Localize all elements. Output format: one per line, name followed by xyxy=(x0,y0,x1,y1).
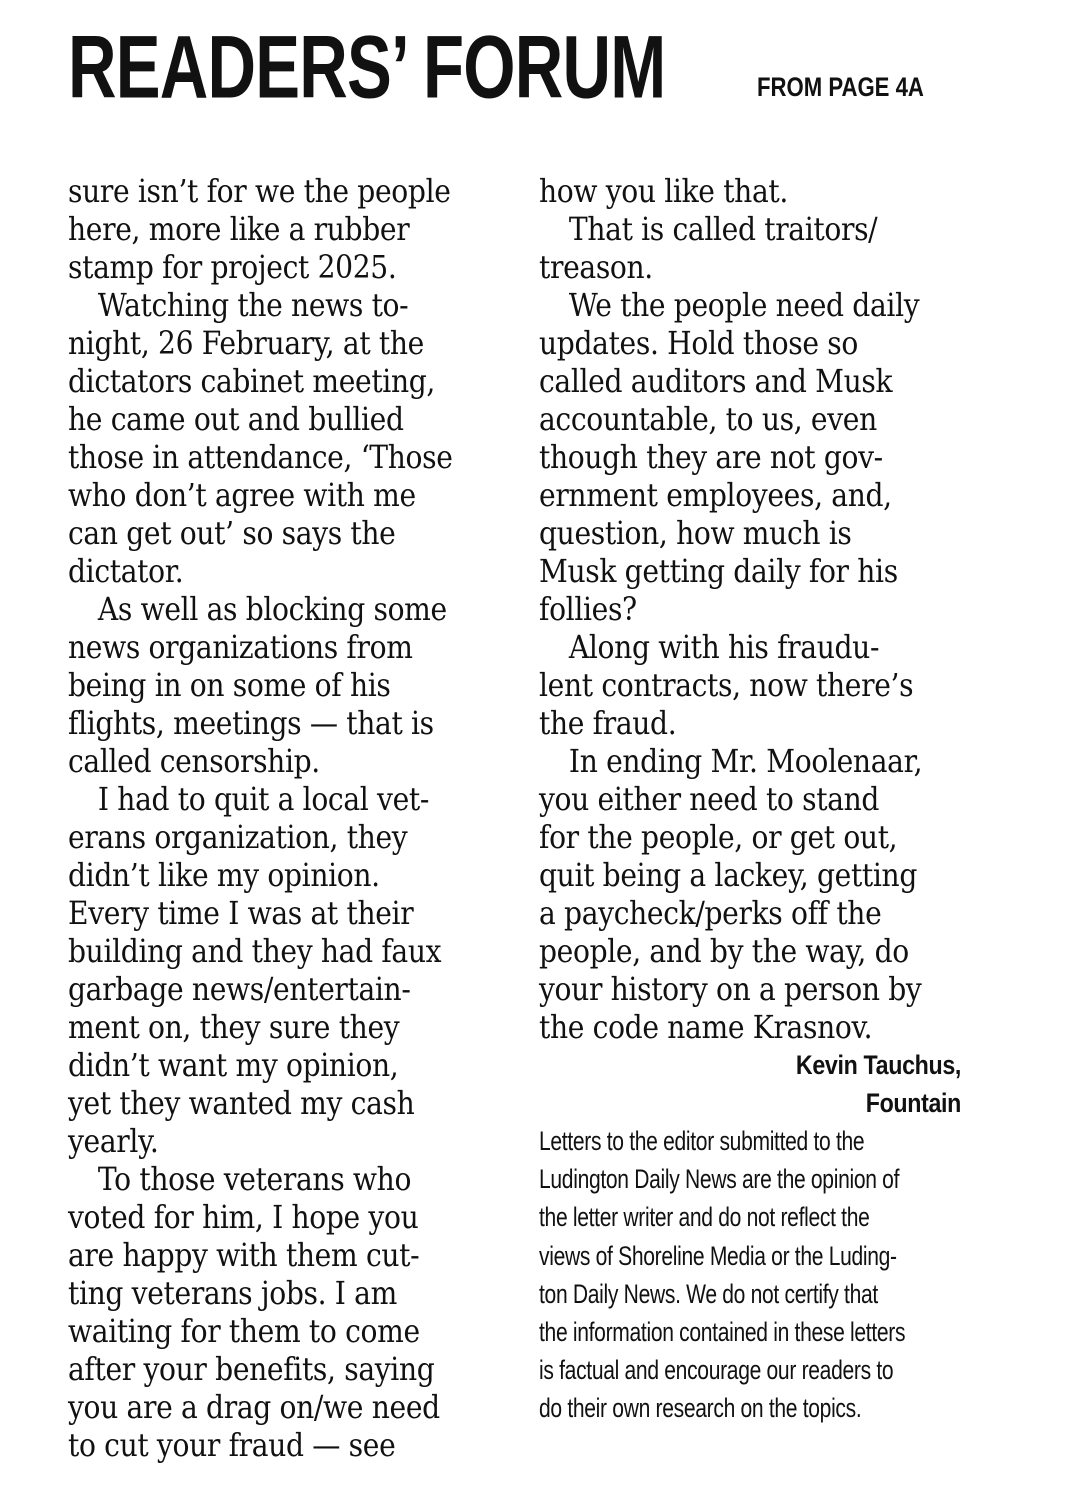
disclaimer-line: the information contained in these letters xyxy=(539,1316,906,1347)
letter-line: I had to quit a local vet- xyxy=(97,780,430,818)
letter-line: news organizations from xyxy=(68,628,413,666)
letter-line: can get out’ so says the xyxy=(68,514,396,552)
letter-line: ting veterans jobs. I am xyxy=(68,1274,397,1312)
letter-line: quit being a lackey, getting xyxy=(539,856,918,894)
letter-line: how you like that. xyxy=(539,172,788,210)
letter-line: being in on some of his xyxy=(68,666,391,704)
disclaimer-line: do their own research on the topics. xyxy=(539,1393,862,1424)
letter-line: for the people, or get out, xyxy=(539,818,898,856)
letter-line: the code name Krasnov. xyxy=(539,1008,873,1046)
letter-line: flights, meetings — that is xyxy=(68,704,434,742)
letter-line: your history on a person by xyxy=(539,970,922,1008)
letter-line: erans organization, they xyxy=(68,818,408,856)
letter-line: ernment employees, and, xyxy=(539,476,892,514)
letter-line: We the people need daily xyxy=(568,286,920,324)
letter-line: who don’t agree with me xyxy=(68,476,416,514)
letter-line: to cut your fraud — see xyxy=(68,1426,396,1464)
letter-line: you are a drag on/we need xyxy=(68,1388,440,1426)
letter-line: didn’t want my opinion, xyxy=(68,1046,399,1084)
letter-line: accountable, to us, even xyxy=(539,400,877,438)
disclaimer-line: Ludington Daily News are the opinion of xyxy=(539,1164,900,1195)
letter-line: people, and by the way, do xyxy=(539,932,909,970)
letter-line: To those veterans who xyxy=(97,1160,412,1198)
letter-line: stamp for project 2025. xyxy=(68,248,397,286)
letter-line: waiting for them to come xyxy=(68,1312,420,1350)
masthead xyxy=(68,14,1008,117)
letter-line: Musk getting daily for his xyxy=(539,552,898,590)
signature-location: Fountain xyxy=(865,1088,961,1118)
letter-line: garbage news/entertain- xyxy=(68,970,411,1008)
disclaimer-line: the letter writer and do not reflect the xyxy=(539,1202,870,1233)
letter-line: voted for him, I hope you xyxy=(68,1198,419,1236)
letter-line: yet they wanted my cash xyxy=(68,1084,415,1122)
disclaimer-line: is factual and encourage our readers to xyxy=(539,1355,894,1386)
letter-line: building and they had faux xyxy=(68,932,442,970)
letter-line: called censorship. xyxy=(68,742,320,780)
letter-line: updates. Hold those so xyxy=(539,324,858,362)
letter-line: though they are not gov- xyxy=(539,438,883,476)
letter-line: dictator. xyxy=(68,552,184,590)
letter-line: you either need to stand xyxy=(539,780,880,818)
letter-line: those in attendance, ‘Those xyxy=(68,438,453,476)
continued-from-label: FROM PAGE 4A xyxy=(757,72,924,102)
signature-name: Kevin Tauchus, xyxy=(795,1050,961,1080)
disclaimer-line: views of Shoreline Media or the Luding- xyxy=(539,1240,897,1271)
letter-line: called auditors and Musk xyxy=(539,362,893,400)
letter-line: question, how much is xyxy=(539,514,852,552)
letter-column-right xyxy=(539,172,979,1428)
letter-line: follies? xyxy=(539,590,637,628)
letter-line: treason. xyxy=(539,248,653,286)
disclaimer-line: ton Daily News. We do not certify that xyxy=(539,1278,878,1309)
letter-line: In ending Mr. Moolenaar, xyxy=(568,742,923,780)
letter-line: night, 26 February, at the xyxy=(68,324,424,362)
disclaimer-line: Letters to the editor submitted to the xyxy=(539,1126,865,1156)
letter-line: yearly. xyxy=(68,1122,159,1160)
letter-line: Every time I was at their xyxy=(68,894,414,932)
letter-line: he came out and bullied xyxy=(68,400,404,438)
letter-line: lent contracts, now there’s xyxy=(539,666,914,704)
letter-line: the fraud. xyxy=(539,704,677,742)
letter-column-right-body xyxy=(539,172,979,1046)
editor-disclaimer xyxy=(539,1122,979,1428)
letter-line: a paycheck/perks off the xyxy=(539,894,882,932)
letter-line: That is called traitors/ xyxy=(568,210,878,248)
letter-line: are happy with them cut- xyxy=(68,1236,420,1274)
letter-line: Along with his fraudu- xyxy=(568,628,880,666)
letter-line: Watching the news to- xyxy=(97,286,409,324)
letter-line: sure isn’t for we the people xyxy=(68,172,451,210)
letter-line: here, more like a rubber xyxy=(68,210,410,248)
letter-line: As well as blocking some xyxy=(97,590,447,628)
letter-column-left xyxy=(68,172,508,1464)
letter-line: after your benefits, saying xyxy=(68,1350,435,1388)
letter-line: dictators cabinet meeting, xyxy=(68,362,436,400)
letter-line: ment on, they sure they xyxy=(68,1008,400,1046)
page-title: READERS’ FORUM xyxy=(68,17,666,117)
letter-line: didn’t like my opinion. xyxy=(68,856,380,894)
